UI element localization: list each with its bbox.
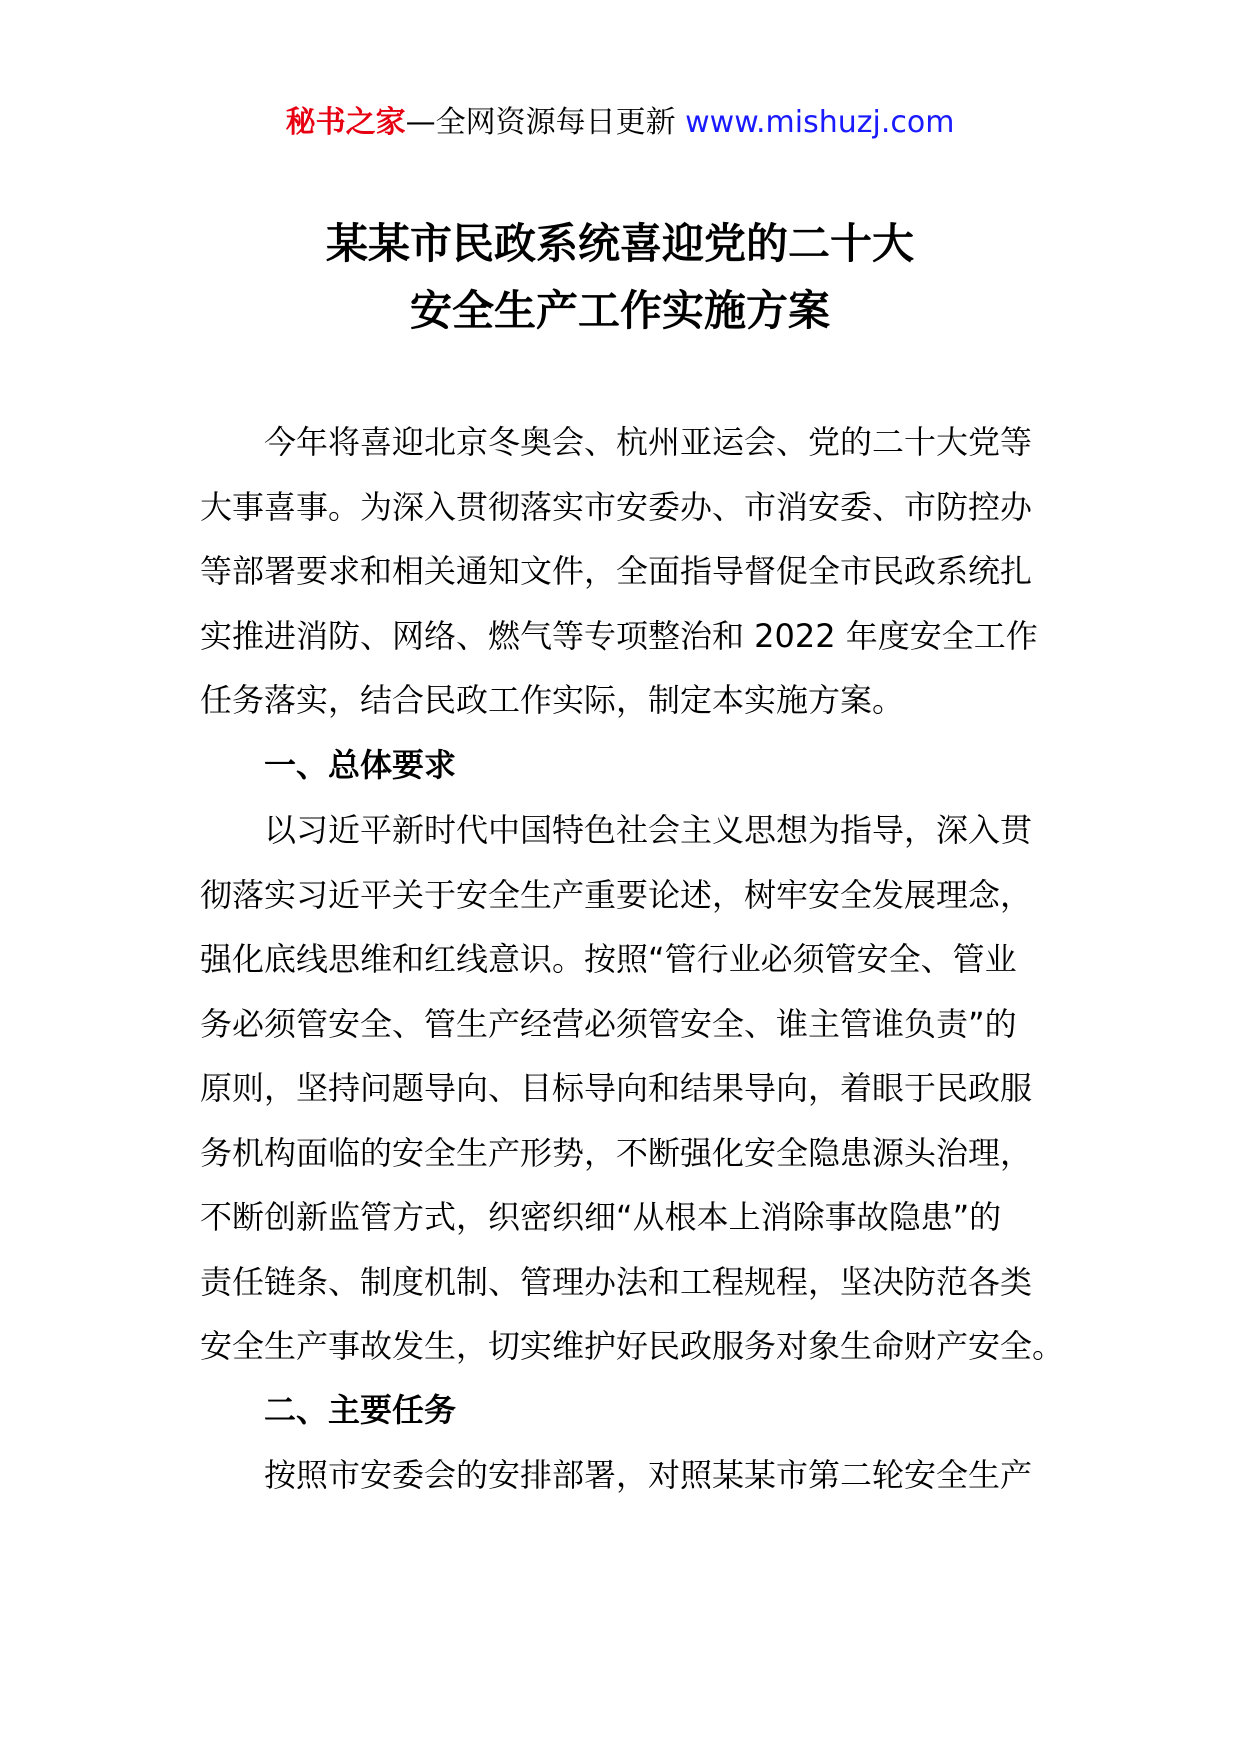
paragraph-line: 彻落实习近平关于安全生产重要论述，树牢安全发展理念，	[200, 875, 1033, 914]
paragraph-line: 务必须管安全、管生产经营必须管安全、谁主管谁负责”的	[200, 1004, 1017, 1043]
document-title-line-2: 安全生产工作实施方案	[409, 286, 830, 335]
paragraph-line: 责任链条、制度机制、管理办法和工程规程，坚决防范各类	[200, 1262, 1033, 1301]
paragraph-line: 强化底线思维和红线意识。按照“管行业必须管安全、管业	[200, 940, 1017, 978]
paragraph-line: 按照市安委会的安排部署，对照某某市第二轮安全生产	[264, 1456, 1033, 1494]
paragraph-line: 实推进消防、网络、燃气等专项整治和 2022 年度安全工作	[200, 616, 1038, 655]
paragraph-line: 等部署要求和相关通知文件，全面指导督促全市民政系统扎	[200, 552, 1033, 590]
paragraph-line: 务机构面临的安全生产形势，不断强化安全隐患源头治理，	[200, 1133, 1033, 1172]
main-tasks-paragraph	[200, 1443, 1080, 1508]
paragraph-line: 不断创新监管方式，织密织细“从根本上消除事故隐患”的	[200, 1198, 1002, 1236]
paragraph-line: 原则，坚持问题导向、目标导向和结果导向，着眼于民政服	[200, 1069, 1033, 1107]
paragraph-line: 任务落实，结合民政工作实际，制定本实施方案。	[200, 681, 905, 719]
paragraph-line: 安全生产事故发生，切实维护好民政服务对象生命财产安全。	[200, 1327, 1065, 1365]
section-heading-overall-requirements: 一、总体要求	[264, 746, 457, 784]
paragraph-line: 以习近平新时代中国特色社会主义思想为指导，深入贯	[264, 811, 1033, 849]
overall-requirements-paragraph	[200, 798, 1080, 1379]
brand-name: 秘书之家	[285, 105, 406, 140]
site-url-link[interactable]: www.mishuzj.com	[685, 105, 955, 140]
document-title-line-1: 某某市民政系统喜迎党的二十大	[325, 219, 914, 268]
section-heading-main-tasks: 二、主要任务	[264, 1391, 457, 1429]
header-banner	[0, 101, 1240, 145]
intro-paragraph	[200, 410, 1080, 733]
paragraph-line: 今年将喜迎北京冬奥会、杭州亚运会、党的二十大党等	[264, 423, 1033, 461]
paragraph-line: 大事喜事。为深入贯彻落实市安委办、市消安委、市防控办	[200, 487, 1033, 526]
header-tagline: —全网资源每日更新	[405, 105, 676, 140]
